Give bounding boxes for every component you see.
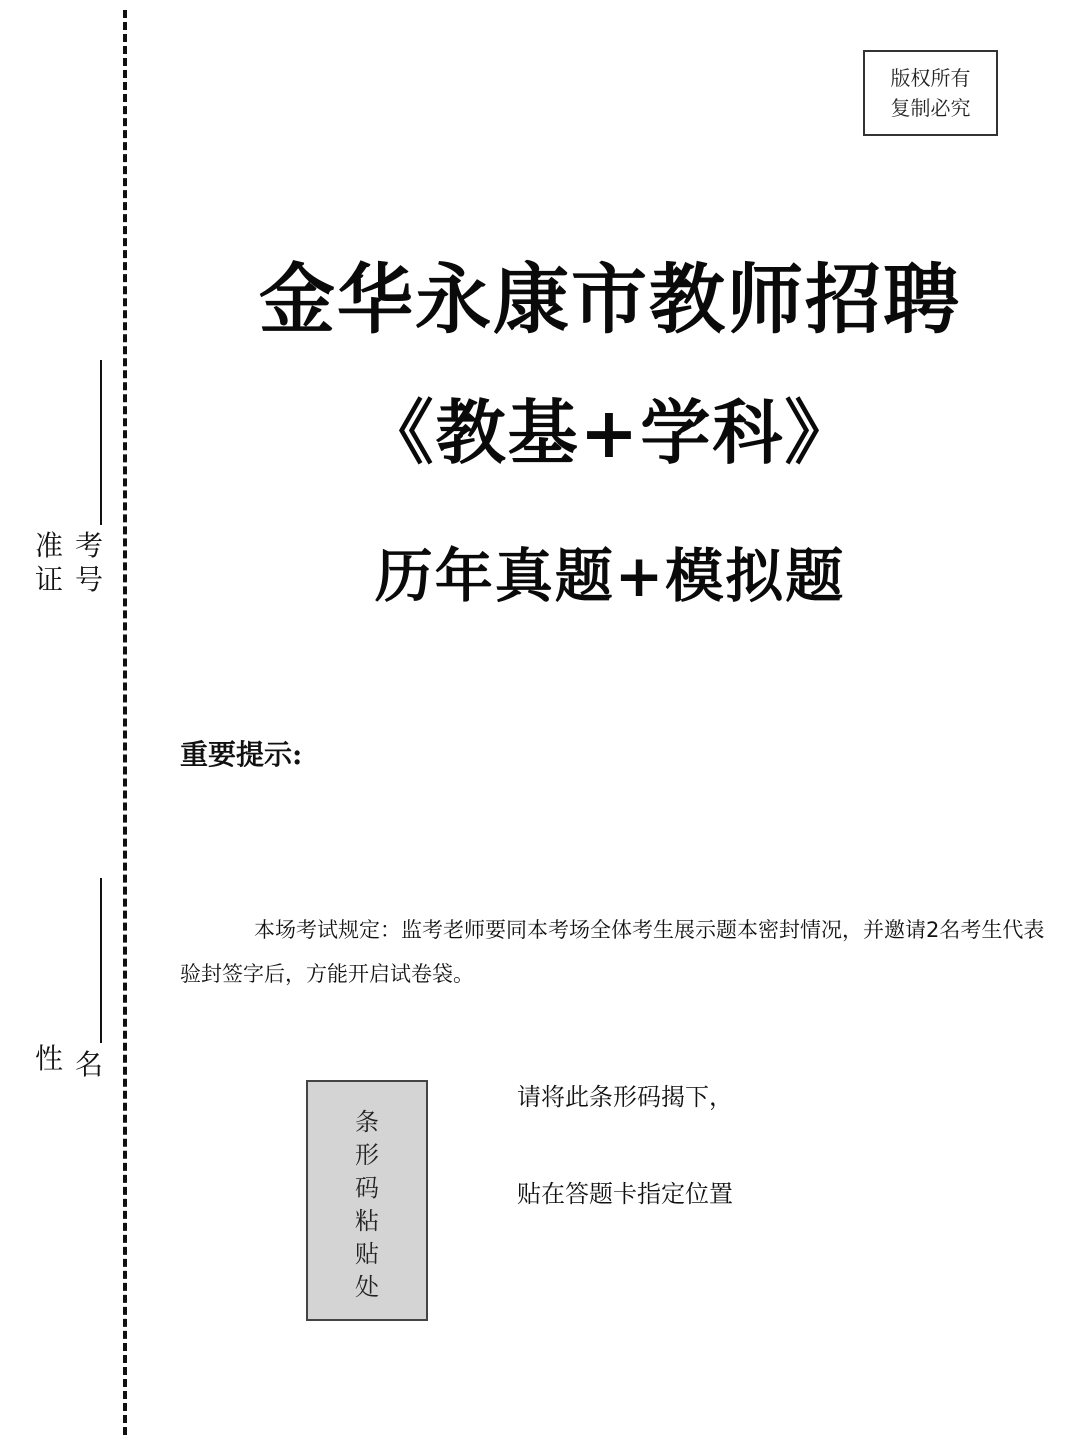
- copyright-line: 版权所有: [890, 66, 971, 90]
- copyright-stamp: [863, 50, 998, 136]
- page-tagline: 历年真题+模拟题: [374, 542, 846, 610]
- barcode-instruction-line2: 贴在答题卡指定位置: [517, 1180, 733, 1208]
- exam-id-field: [30, 529, 110, 600]
- barcode-char: 条: [355, 1108, 379, 1136]
- barcode-instruction-line1: 请将此条形码揭下，: [517, 1083, 733, 1111]
- barcode-char: 处: [355, 1273, 379, 1301]
- barcode-char: 形: [355, 1141, 379, 1169]
- barcode-char: 码: [355, 1174, 379, 1202]
- exam-id-char: 号: [74, 563, 103, 596]
- exam-id-input-line[interactable]: [100, 360, 102, 525]
- name-char: 名: [74, 1048, 103, 1081]
- notice-heading: 重要提示:: [180, 738, 303, 771]
- name-char: 性: [34, 1042, 63, 1075]
- seal-cut-line: [123, 10, 127, 1435]
- exam-id-char: 考: [74, 529, 103, 562]
- name-label: [30, 1042, 110, 1085]
- copyright-line: 复制必究: [890, 96, 971, 120]
- barcode-char: 贴: [355, 1240, 379, 1268]
- exam-rule-text: 本场考试规定：监考老师要同本考场全体考生展示题本密封情况，并邀请2名考生代表验封签字后，方能开启试卷袋。: [180, 918, 1045, 986]
- page-subtitle: 《教基+学科》: [363, 391, 857, 474]
- exam-id-char: 证: [34, 563, 63, 596]
- exam-id-label: [30, 529, 110, 600]
- barcode-char: 粘: [355, 1207, 379, 1235]
- page-title: 金华永康市教师招聘: [259, 255, 961, 344]
- name-input-line[interactable]: [100, 878, 102, 1043]
- exam-id-char: 准: [34, 529, 63, 562]
- barcode-paste-area: [306, 1080, 428, 1321]
- name-field: [30, 1042, 110, 1085]
